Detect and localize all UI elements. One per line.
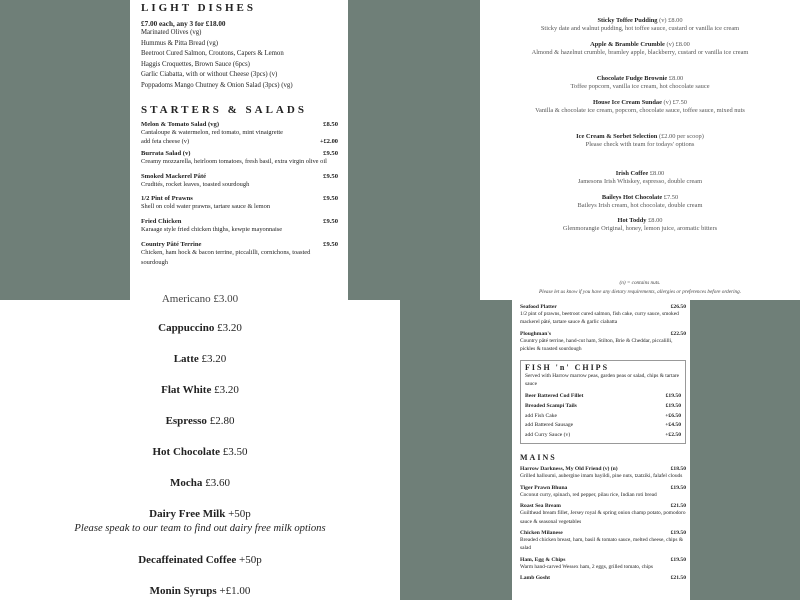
item-name: Ice Cream & Sorbet Selection <box>576 133 658 140</box>
starter-item <box>141 241 338 269</box>
item-name: Lamb Gosht <box>520 575 550 582</box>
item-desc: Country pâté terrine, hand-cut ham, Stilton, Brie & Cheddar, piccalilli, pickles & toasted sourdough <box>520 337 673 353</box>
platter-item <box>520 331 686 354</box>
row-price: £19.50 <box>665 403 681 410</box>
fish-chips-heading: FISH 'n' CHIPS <box>525 362 610 372</box>
fish-and-chips-box <box>520 360 686 445</box>
item-price: £21.50 <box>670 503 686 510</box>
row-label: add Curry Sauce (v) <box>525 431 571 438</box>
row-price: £19.50 <box>665 393 681 400</box>
dessert-item <box>520 41 760 59</box>
item-desc: Coconut curry, spinach, red pepper, pilau rice, Indian roti bread <box>520 491 657 498</box>
item-desc: Shell on cold water prawns, tartare sauce & lemon <box>141 203 271 211</box>
row-price: +£4.50 <box>665 422 681 429</box>
dietary-footnote: Please let us know if you have any dietary requirements, allergies or preferences before ordering. <box>538 289 742 295</box>
hot-drink-item <box>0 353 400 365</box>
item-name: Cappuccino <box>158 322 215 334</box>
item-price: £26.50 <box>670 304 686 310</box>
item-price: £8.00 <box>649 170 665 177</box>
item-desc: Sticky date and walnut pudding, hot toffee sauce, custard or vanilla ice cream <box>540 25 740 32</box>
item-name: Chocolate Fudge Brownie <box>596 75 668 82</box>
item-price: £19.50 <box>670 530 686 537</box>
fish-chips-row <box>525 392 681 402</box>
item-price: +50p <box>228 508 251 520</box>
light-dish-item: Marinated Olives (vg) <box>141 29 202 36</box>
item-name: 1/2 Pint of Prawns <box>141 195 193 203</box>
light-dish-item: Garlic Ciabatta, with or without Cheese (3pcs) (v) <box>141 71 278 79</box>
item-desc: Toffee popcorn, vanilla ice cream, hot chocolate sauce <box>570 83 710 90</box>
row-price: +£2.50 <box>665 431 681 438</box>
hot-drink-item <box>0 585 400 597</box>
item-desc: Cantaloupe & watermelon, red tomato, mint vinaigrette <box>141 128 283 136</box>
item-name: House Ice Cream Sundae <box>593 99 662 106</box>
item-desc: Karaage style fried chicken thighs, kewpie mayonnaise <box>141 225 283 233</box>
hot-drink-item <box>0 446 400 458</box>
main-item <box>520 503 686 526</box>
menu-panel-mains <box>512 300 690 600</box>
light-dish-item: Hummus & Pitta Bread (vg) <box>141 39 219 47</box>
row-price: +£6.50 <box>665 412 681 419</box>
item-desc: Baileys Irish cream, hot chocolate, double cream <box>577 202 703 209</box>
item-name: Fried Chicken <box>141 217 182 225</box>
hot-drink-item <box>0 322 400 334</box>
item-price: £7.50 <box>663 194 679 201</box>
item-price: £19.50 <box>670 556 686 563</box>
extra-label: add feta cheese (v) <box>141 138 190 146</box>
row-label: Breaded Scampi Tails <box>525 403 577 410</box>
fish-chips-row <box>525 402 681 412</box>
starter-item <box>141 218 338 236</box>
extra-price: +£2.00 <box>319 138 338 146</box>
starter-item <box>141 150 338 168</box>
item-name: Latte <box>173 353 199 365</box>
drink-item <box>480 217 800 235</box>
item-name: Smoked Mackerel Pâté <box>141 172 207 180</box>
item-price: £2.80 <box>209 415 235 427</box>
item-name: Hot Chocolate <box>152 446 220 458</box>
dessert-item <box>480 17 800 35</box>
platter-item <box>520 304 686 327</box>
item-price: £3.20 <box>217 322 242 334</box>
item-desc: 1/2 pint of prawns, beetroot cured salmon, fish cake, curry sauce, smoked mackerel pâté, tartare sauce & garlic ciabatta <box>520 311 679 326</box>
starters-heading: STARTERS & SALADS <box>141 103 307 116</box>
item-price: £8.00 <box>668 17 683 24</box>
light-dish-item: Beetroot Cured Salmon, Croutons, Capers & Lemon <box>141 50 284 58</box>
item-price: £3.60 <box>205 477 230 489</box>
dessert-item <box>530 99 750 117</box>
main-item <box>520 485 686 499</box>
item-name: Dairy Free Milk <box>149 508 226 520</box>
starter-item <box>141 195 338 213</box>
item-name: Sticky Toffee Pudding <box>597 17 658 24</box>
item-name: Melon & Tomato Salad (vg) <box>141 120 220 128</box>
item-name: Monin Syrups <box>149 585 217 597</box>
light-dish-item: Haggis Croquettes, Brown Sauce (6pcs) <box>141 60 250 68</box>
main-item <box>520 530 686 553</box>
item-desc: Grilled halloumi, aubergine imam bayildi, pine nuts, tzatziki, falafel clouds <box>520 473 683 480</box>
item-price: £8.00 <box>648 217 663 224</box>
item-price: £9.50 <box>323 240 338 248</box>
item-price: £21.50 <box>670 575 686 582</box>
hot-drink-item <box>0 415 400 427</box>
item-price: £9.50 <box>323 150 338 158</box>
hot-drink-item <box>0 477 400 489</box>
item-desc: Chicken, ham hock & bacon terrine, piccalilli, cornichons, toasted sourdough <box>141 248 311 267</box>
item-name: Decaffeinated Coffee <box>138 554 237 566</box>
item-price: £19.50 <box>670 484 686 491</box>
fish-chips-row <box>525 431 681 441</box>
item-desc: Glenmorangie Original, honey, lemon juice, aromatic bitters <box>562 225 718 232</box>
item-name: Seafood Platter <box>520 304 557 310</box>
row-label: add Fish Cake <box>525 412 558 419</box>
item-price: £3.20 <box>201 353 227 365</box>
item-name: Baileys Hot Chocolate <box>601 194 663 201</box>
main-item <box>520 466 686 480</box>
item-name: Espresso <box>165 415 207 427</box>
item-price: +50p <box>239 554 262 566</box>
item-price: £3.50 <box>222 446 248 458</box>
item-name: Burrata Salad (v) <box>141 150 191 158</box>
item-name: Flat White <box>161 384 212 396</box>
item-name: Irish Coffee <box>615 170 649 177</box>
hot-drink-item <box>0 384 400 396</box>
row-label: add Battered Sausage <box>525 422 574 429</box>
item-price: (£2.00 per scoop) <box>658 133 704 140</box>
main-item <box>520 575 686 581</box>
main-item <box>520 557 686 571</box>
item-price: £22.50 <box>670 330 686 337</box>
fish-chips-desc: Served with Harrow marrow peas, garden peas or salad, chips & tartare sauce <box>525 372 680 388</box>
item-name: Mocha <box>170 477 203 489</box>
item-price: £18.50 <box>670 466 686 473</box>
hot-drink-item <box>0 554 400 566</box>
item-price: £7.50 <box>672 99 687 106</box>
dairy-free-note: Please speak to our team to find out dairy free milk options <box>74 523 326 534</box>
item-price: £9.50 <box>323 172 338 180</box>
fish-chips-row <box>525 421 681 431</box>
item-price: £8.00 <box>675 41 690 48</box>
item-tag: (v) <box>659 17 667 24</box>
item-name: Ploughman's <box>520 330 552 337</box>
item-name: Country Pâté Terrine <box>141 240 202 248</box>
item-price: £9.50 <box>323 217 338 225</box>
drink-item <box>480 194 800 212</box>
starter-item <box>141 173 338 191</box>
item-price: £9.50 <box>323 195 338 203</box>
row-label: Beer Battered Cod Fillet <box>525 393 584 400</box>
cut-off-item: Americano £3.00 <box>161 293 239 305</box>
item-price: £8.50 <box>323 120 338 128</box>
item-tag: (v) <box>663 99 671 106</box>
item-name: Roast Sea Bream <box>520 503 561 510</box>
item-tag: (v) <box>666 41 674 48</box>
mains-heading: MAINS <box>520 453 557 463</box>
item-desc: Almond & hazelnut crumble, bramley apple, blackberry, custard or vanilla ice cream <box>531 49 749 56</box>
item-desc: Please check with team for todays' options <box>585 141 695 148</box>
starter-item <box>141 121 338 146</box>
menu-panel-light-dishes <box>130 0 348 300</box>
menu-panel-hot-drinks <box>0 293 400 600</box>
item-name: Apple & Bramble Crumble <box>590 41 665 48</box>
item-desc: Creamy mozzarella, heirloom tomatoes, fresh basil, extra virgin olive oil <box>141 158 327 166</box>
dessert-item <box>480 75 800 93</box>
item-name: Tiger Prawn Bhuna <box>520 484 568 491</box>
item-desc: Breaded chicken breast, ham, basil & tomato sauce, melted cheese, chips & salad <box>520 537 684 552</box>
fish-chips-row <box>525 412 681 422</box>
item-desc: Crudités, rocket leaves, toasted sourdough <box>141 180 250 188</box>
item-desc: Guilthead bream fillet, Jersey royal & spring onion champ potato, pomodoro sauce & seasonal vegetables <box>520 510 686 525</box>
menu-panel-desserts <box>480 0 800 300</box>
item-desc: Warm hand-carved Wessex ham, 2 eggs, grilled tomato, chips <box>520 563 654 570</box>
light-dish-item: Poppadoms Mango Chutney & Onion Salad (3pcs) (vg) <box>141 81 293 89</box>
light-dishes-heading: LIGHT DISHES <box>141 2 256 14</box>
drink-item <box>480 170 800 188</box>
item-name: Chicken Milanese <box>520 530 563 537</box>
item-name: Ham, Egg & Chips <box>520 556 566 563</box>
item-desc: Jamesons Irish Whiskey, espresso, double cream <box>577 178 703 185</box>
item-price: £8.00 <box>668 75 684 82</box>
item-desc: Vanilla & chocolate ice cream, popcorn, chocolate sauce, toffee sauce, mixed nuts <box>535 107 745 114</box>
item-name: Harrow Darkness, My Old Friend (v) (n) <box>520 466 618 473</box>
hot-drink-item <box>0 508 400 520</box>
dessert-item <box>480 133 800 151</box>
item-price: £3.20 <box>214 384 239 396</box>
light-dishes-price: £7.00 each, any 3 for £18.00 <box>141 20 226 28</box>
nuts-footnote: (n) = contains nuts. <box>619 280 661 286</box>
item-price: +£1.00 <box>219 585 251 597</box>
item-name: Hot Toddy <box>617 217 647 224</box>
